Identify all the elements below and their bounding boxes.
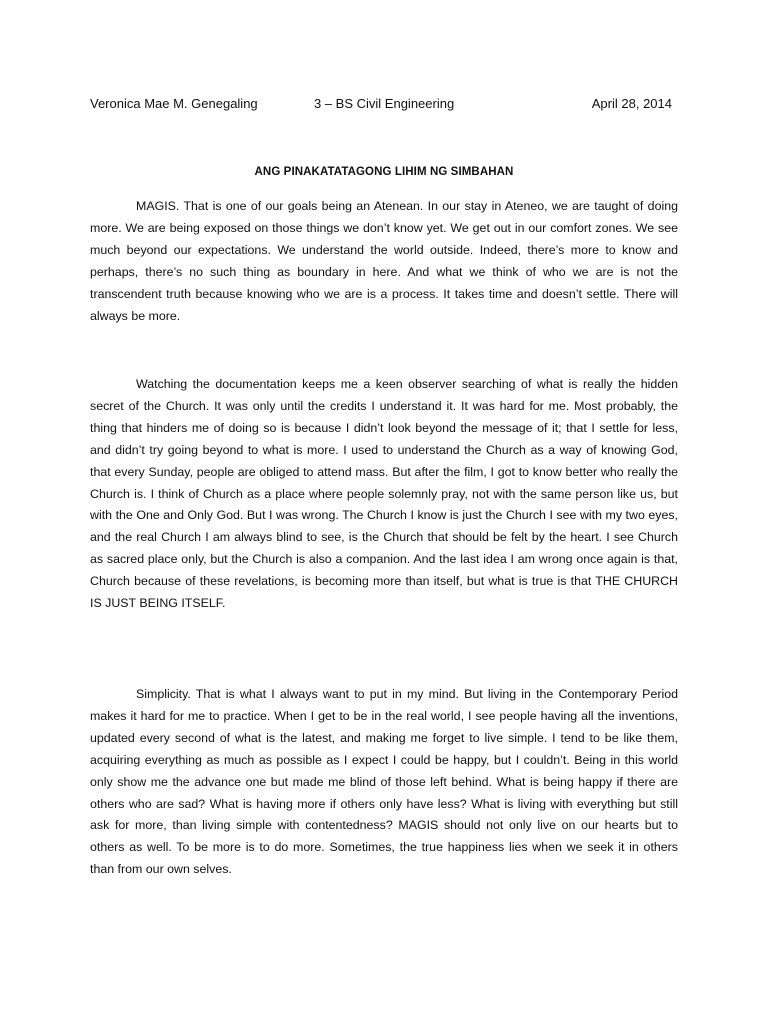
paragraph-simplicity: Simplicity. That is what I always want to put in my mind. But living in the Contemporary Period makes it hard for me to practice. When I get to be in the real world, I see people having all the inventions, updated every second of what is the latest, and making me forget to live simple. I tend to be like them, acquiring everything as much as possible as I expect I could be happy, but I couldn’t. Being in this world only show me the advance one but made me blind of those left behind. What is being happy if there are others who are sad? What is having more if others only have less? What is living with everything but still ask for more, than living simple with contentedness? MAGIS should not only live on our hearts but to others as well. To be more is to do more. Sometimes, the true happiness lies when we seek it in others than from our own selves. — [90, 687, 678, 877]
document-header — [90, 94, 678, 114]
course-label: 3 – BS Civil Engineering — [314, 96, 455, 111]
document-title: ANG PINAKATATAGONG LIHIM NG SIMBAHAN — [254, 166, 514, 178]
paragraph-church: Watching the documentation keeps me a keen observer searching of what is really the hidden secret of the Church. It was only until the credits I understand it. It was hard for me. Most probably, the thing that hinders me of doing so is because I didn’t look beyond the message of it; that I settle for less, and didn’t try going beyond to what is more. I used to understand the Church as a way of knowing God, that every Sunday, people are obliged to attend mass. But after the film, I got to know better who really the Church is. I think of Church as a place where people solemnly pray, not with the same person like us, but with the One and Only God. But I was wrong. The Church I know is just the Church I see with my two eyes, and the real Church I am always blind to see, is the Church that should be felt by the heart. I see Church as sacred place only, but the Church is also a companion. And the last idea I am wrong once again is that, Church because of these revelations, is becoming more than itself, but what is true is that THE CHURCH IS JUST BEING ITSELF. — [90, 377, 678, 611]
document-date: April 28, 2014 — [591, 96, 672, 111]
author-name: Veronica Mae M. Genegaling — [90, 96, 258, 111]
paragraph-magis: MAGIS. That is one of our goals being an Atenean. In our stay in Ateneo, we are taught of doing more. We are being exposed on those things we don’t know yet. We get out in our comfort zones. We see much beyond our expectations. We understand the world outside. Indeed, there’s more to know and perhaps, there’s no such thing as boundary in here. And what we think of who we are is not the transcendent truth because knowing who we are is a process. It takes time and doesn’t settle. There will always be more. — [90, 199, 678, 323]
